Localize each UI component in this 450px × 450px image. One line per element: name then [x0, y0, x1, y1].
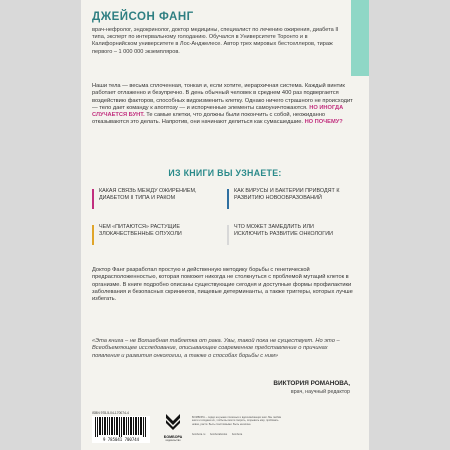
reviewer-role: врач, научный редактор: [290, 389, 350, 395]
publisher-name: БОМБОРА: [163, 435, 183, 439]
intro-text: Наши тела — весьма сплоченная, тонкая и, если хотите, иерархичная система. Каждый винтик работает отлаженно и безупречно. В день обычный человек в среднем 400 раз подвергается воздействию факторов, способных видоизменить клетку. Однако ничего страшного не происходит — тело дает команду к апоптозу — и испорченные элементы самоуничтожаются.: [92, 83, 353, 111]
fact-item: [92, 224, 211, 238]
intro-highlight-revolt: НО ИНОГДА СЛУЧАЕТСЯ БУНТ.: [92, 104, 344, 119]
fact-text: ЧЕМ «ПИТАЮТСЯ» РАСТУЩИЕ ЗЛОКАЧЕСТВЕННЫЕ ОПУХОЛИ: [99, 224, 182, 237]
fact-bar: [227, 189, 229, 209]
fact-bar: [227, 225, 229, 245]
fact-item: [227, 188, 346, 202]
fact-bar: [92, 225, 94, 245]
fact-text: КАК ВИРУСЫ И БАКТЕРИИ ПРИВОДЯТ К РАЗВИТИЮ НОВООБРАЗОВАНИЙ: [234, 188, 340, 201]
book-back-cover: [81, 0, 369, 450]
learn-section-title: ИЗ КНИГИ ВЫ УЗНАЕТЕ:: [168, 168, 282, 178]
fact-item: [92, 188, 211, 202]
barcode: [92, 416, 150, 443]
isbn-label: ISBN 978-5-04-170074-4: [92, 411, 129, 415]
publisher-description: БОМБОРА – лидер на рынке полезных и вдохновляющих книг. Мы любим книги и создаем их, чтобы вы могли творить, открывать мир, пробовать новое, расти. Быть счастливыми. Быть на волне.: [192, 416, 282, 426]
fact-text: ЧТО МОЖЕТ ЗАМЕДЛИТЬ ИЛИ ИСКЛЮЧИТЬ РАЗВИТИЕ ОНКОЛОГИИ: [234, 224, 333, 237]
fact-item: [227, 224, 346, 238]
publisher-logo: [158, 412, 188, 442]
author-bio: врач-нефролог, эндокринолог, доктор медицины, специалист по лечению ожирения, диабета II типа, эксперт по интервальному голоданию. Обучался в Университете Торонто и в Калифорнийском университете в Лос-Анджелесе. Автор трех мировых бестселлеров, тираж первого – 1 000 000 экземпляров.: [92, 27, 339, 55]
intro-paragraph: [92, 83, 354, 127]
fact-bar: [92, 189, 94, 209]
description-paragraph: Доктор Фанг разработал простую и действенную методику борьбы с генетической предрасположенностью, которая поможет никогда не столкнуться с проблемой мутаций клеток в организме. В книге подробно описаны существующие сегодня и доступные формы профилактики заболевания и безопасных скринингов, пищевые детерминанты, а также триггеры, которых лучше избегать.: [92, 267, 353, 303]
accent-bar: [351, 0, 369, 76]
intro-highlight-why: НО ПОЧЕМУ?: [304, 119, 343, 126]
social-site: bombora.ru: [192, 433, 206, 436]
intro-middle: Те самые клетки, что должны были покончить с собой, неожиданно отказываются это делать. Напротив, они начинают делиться как сумасшедшие.: [92, 112, 326, 126]
author-name: ДЖЕЙСОН ФАНГ: [92, 11, 194, 23]
social-vk: bomborabooks: [210, 433, 228, 436]
publisher-socials: [192, 433, 246, 436]
bombora-logo-icon: [158, 412, 188, 430]
fact-text: КАКАЯ СВЯЗЬ МЕЖДУ ОЖИРЕНИЕМ, ДИАБЕТОМ II ТИПА И РАКОМ: [99, 188, 197, 201]
social-instagram: bombora: [231, 433, 243, 436]
reviewer-name: ВИКТОРИЯ РОМАНОВА,: [273, 380, 350, 387]
publisher-sub: издательство: [165, 439, 181, 442]
barcode-digits: 9 785041 700744: [102, 437, 140, 442]
review-quote: «Эта книга – не Волшебная таблетка от рака. Увы, такой пока не существует. Но это – Всеобъемлющее исследование, описывающее современное представление о причинах появления и развития онкологии, а также о способах борьбы с ним»: [92, 338, 340, 359]
